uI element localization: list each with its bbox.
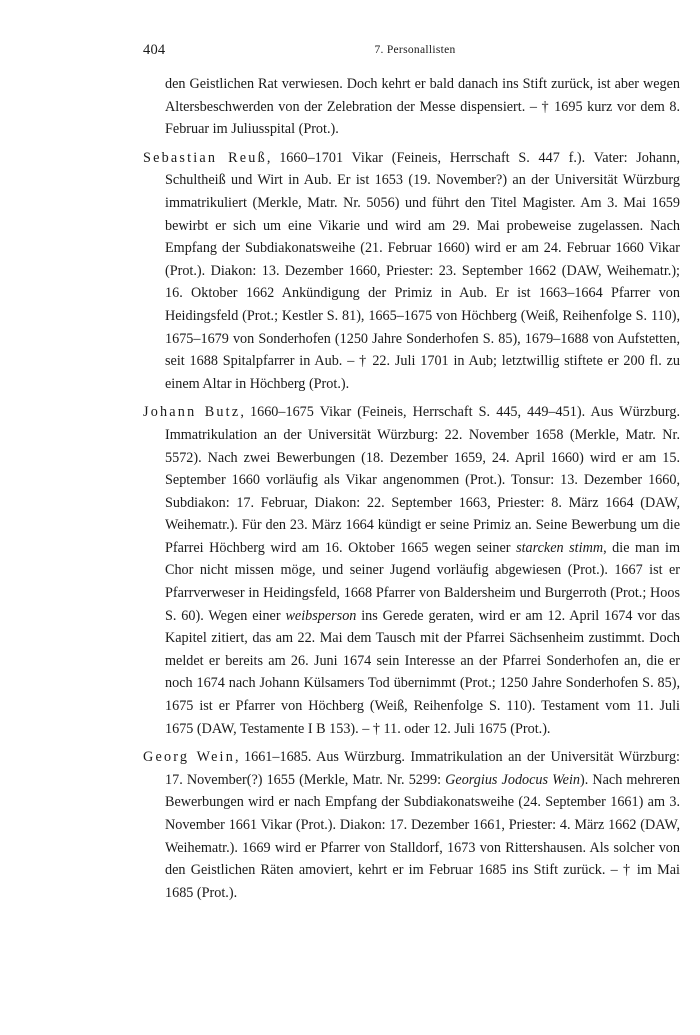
entry-quote: Georgius Jodocus Wein: [445, 771, 580, 788]
continuation-paragraph: den Geistlichen Rat verwiesen. Doch kehrt er bald danach ins Stift zurück, ist aber wegen Altersbeschwerden von der Zelebration der Messe dispensiert. – † 1695 kurz vor dem 8. Februar im Juliusspital (Prot.).: [165, 76, 680, 138]
entry-quote: weibsperson: [285, 607, 357, 624]
entry-johann-butz: [143, 401, 680, 740]
entry-name: Johann Butz: [143, 404, 241, 421]
running-head: 7. Personallisten: [374, 44, 456, 56]
entry-text: ). Nach mehreren Bewerbungen wird er nach Empfang der Subdiakonatsweihe (24. September 1661) am 3. November 1661 Vikar (Prot.). Diakon: 17. Dezember 1661, Priester: 4. März 1662 (DAW, Weihematr.). 1669 wird er Pfarrer von Stalldorf, 1673 von Rittershausen. Als solcher von den Geistlichen Räten amoviert, kehrt er im Februar 1685 ins Stift zurück. – † im Mai 1685 (Prot.).: [165, 771, 680, 901]
entry-name: Sebastian Reuß: [143, 149, 267, 166]
entry-text: , 1661–1685. Aus Würzburg. Immatrikulation an der Universität Würzburg: 17. November(?) 1655 (Merkle, Matr. Nr. 5299:: [165, 749, 680, 788]
entry-text: , 1660–1675 Vikar (Feineis, Herrschaft S. 445, 449–451). Aus Würzburg. Immatrikulation an der Universität Würzburg: 22. November 1658 (Merkle, Matr. Nr. 5572). Nach zwei Bewerbungen (18. Dezember 1659, 24. April 1660) wird er am 15. September 1660 vorläufig als Vikar angenommen (Prot.). Tonsur: 13. Dezember 1660, Subdiakon: 17. Februar, Diakon: 22. September 1663, Priester: 8. März 1664 (DAW, Weihematr.). Für den 23. März 1664 kündigt er seine Primiz an. Seine Bewerbung um die Pfarrei Höchberg wird am 16. Oktober 1665 wegen seiner: [165, 404, 680, 556]
entry-georg-wein: [143, 746, 680, 904]
entry-sebastian-reuss: [143, 147, 680, 396]
body-text: [143, 73, 680, 910]
entry-name: Georg Wein: [143, 749, 235, 766]
entry-text: , 1660–1701 Vikar (Feineis, Herrschaft S. 447 f.). Vater: Johann, Schultheiß und Wirt in Aub. Er ist 1653 (19. November?) an der Universität Würzburg immatrikuliert (Merkle, Matr. Nr. 5056) und führt den Titel Magister. Am 3. Mai 1659 bewirbt er sich um eine Vikarie und wird am 29. Mai probeweise zugelassen. Nach Empfang der Subdiakonatsweihe (21. Februar 1660) wird er am 24. Februar 1660 Vikar (Prot.). Diakon: 13. Dezember 1660, Priester: 23. September 1662 (DAW, Weihematr.); 16. Oktober 1662 Ankündigung der Primiz in Aub. Er ist 1663–1664 Pfarrer von Heidingsfeld (Prot.; Kestler S. 81), 1665–1675 von Höchberg (Weiß, Reihenfolge S. 110), 1675–1679 von Sonderhofen (1250 Jahre Sonderhofen S. 85), 1679–1688 von Aufstetten, seit 1688 Spitalpfarrer in Aub. – † 22. Juli 1701 in Aub; letztwillig stiftete er 200 fl. zu einem Altar in Höchberg (Prot.).: [165, 149, 681, 392]
entry-text: , die man im Chor nicht missen möge, und seiner Jugend vorläufig abgewiesen (Prot.). 1667 ist er Pfarrverweser in Heidingsfeld, 1668 Pfarrer von Baldersheim und Burgerroth (Prot.; Hoos S. 60). Wegen einer: [165, 539, 680, 624]
page-number: 404: [143, 42, 166, 58]
entry-quote: starcken stimm: [516, 539, 604, 556]
entry-text: ins Gerede geraten, wird er am 12. April 1674 vor das Kapitel zitiert, das am 22. Mai dem Tausch mit der Pfarrei Sächsenheim zustimmt. Doch meldet er bereits am 26. Juni 1674 sein Interesse an der Pfarrei Sonderhofen an, die er noch 1674 nach Johann Külsamers Tod übernimmt (Prot.; 1250 Jahre Sonderhofen S. 85), 1675 ist er Pfarrer von Höchberg (Weiß, Reihenfolge S. 110). Testament vom 11. Juli 1675 (DAW, Testamente I B 153). – † 11. oder 12. Juli 1675 (Prot.).: [165, 607, 680, 737]
